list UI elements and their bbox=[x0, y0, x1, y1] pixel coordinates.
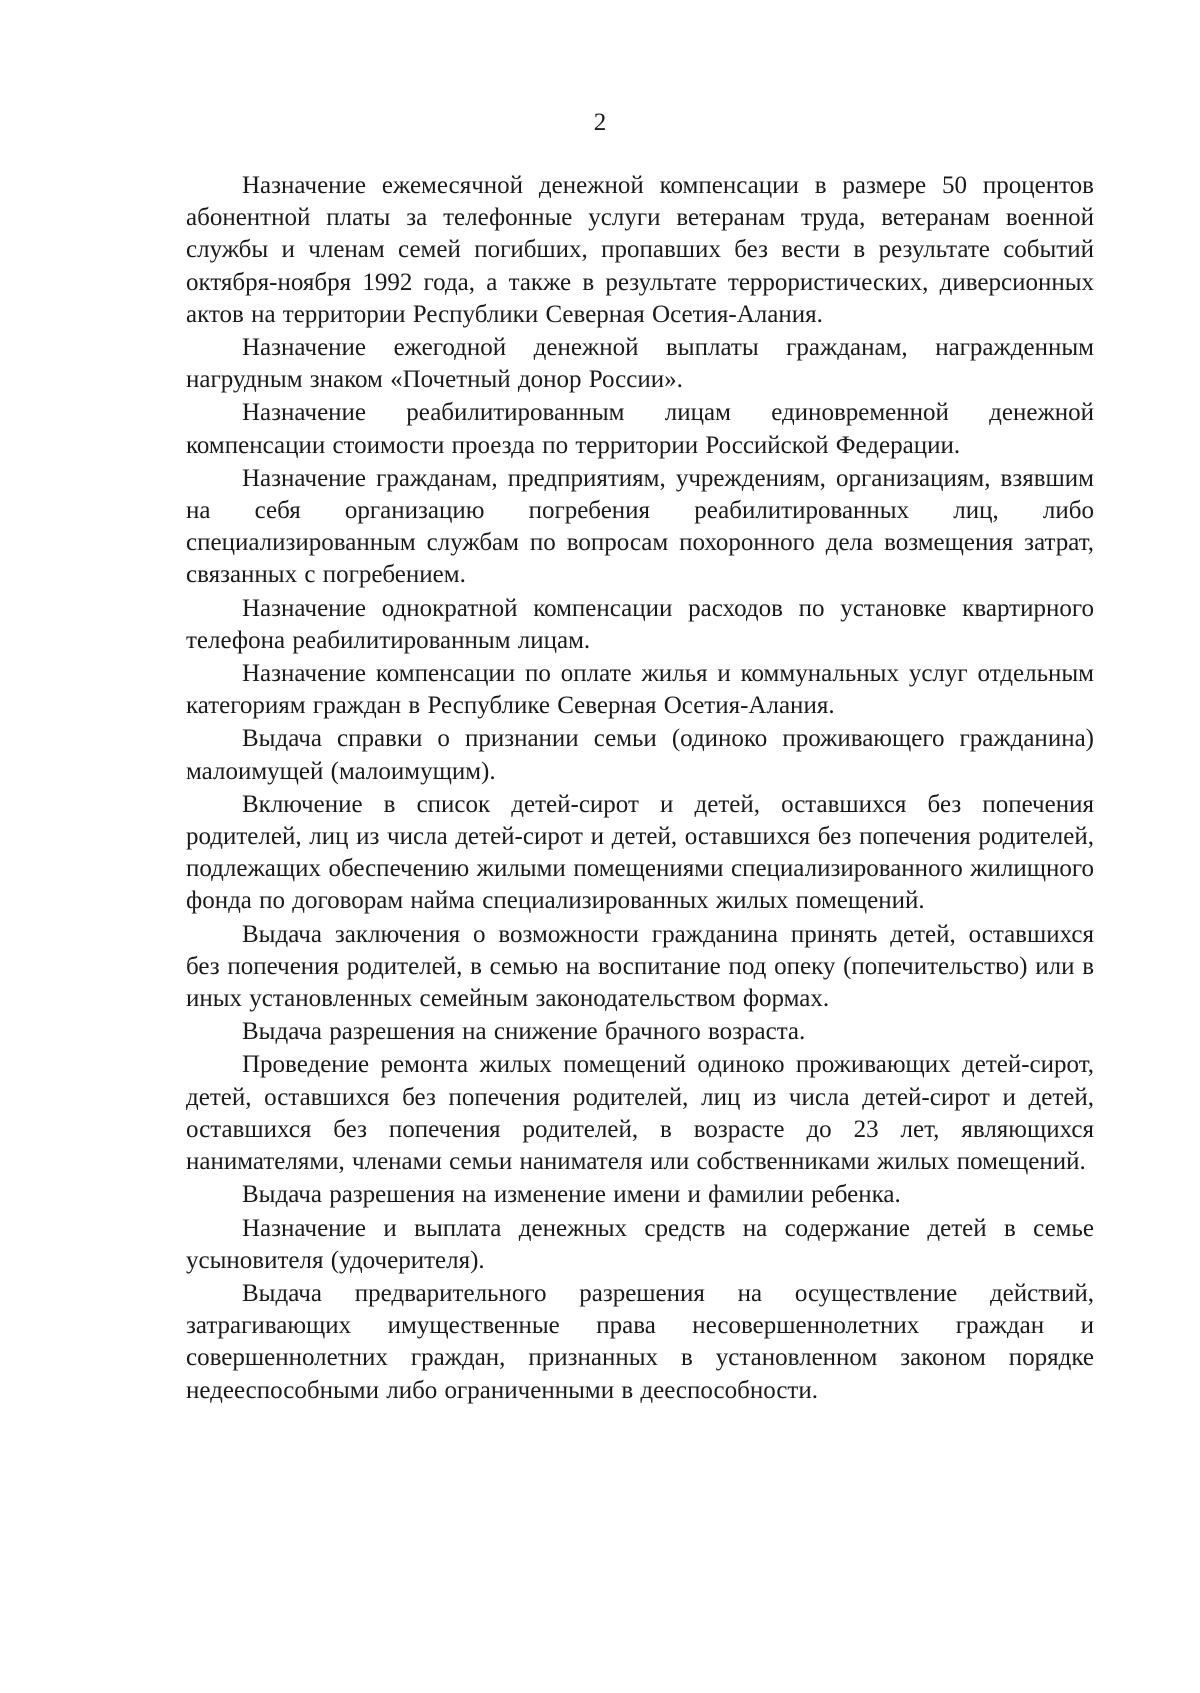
paragraph: Назначение однократной компенсации расходов по установке квартирного телефона реабилитированным лицам. bbox=[186, 594, 1094, 654]
paragraph: Выдача предварительного разрешения на осуществление действий, затрагивающих имущественные права несовершеннолетних граждан и совершеннолетних граждан, признанных в установленном законом порядке недееспособными либо ограниченными в дееспособности. bbox=[186, 1279, 1094, 1404]
paragraph: Выдача разрешения на снижение брачного возраста. bbox=[242, 1018, 806, 1046]
paragraph: Выдача справки о признании семьи (одиноко проживающего гражданина) малоимущей (малоимущим). bbox=[186, 725, 1094, 785]
paragraph: Включение в список детей-сирот и детей, оставшихся без попечения родителей, лиц из числа детей-сирот и детей, оставшихся без попечения родителей, подлежащих обеспечению жилыми помещениями специализированного жилищного фонда по договорам найма специализированных жилых помещений. bbox=[186, 790, 1094, 915]
paragraph: Выдача разрешения на изменение имени и фамилии ребенка. bbox=[242, 1181, 901, 1209]
paragraph: Выдача заключения о возможности гражданина принять детей, оставшихся без попечения родителей, в семью на воспитание под опеку (попечительство) или в иных установленных семейным законодательством формах. bbox=[186, 920, 1094, 1013]
document-body bbox=[186, 170, 1094, 1408]
paragraph: Назначение гражданам, предприятиям, учреждениям, организациям, взявшим на себя организацию погребения реабилитированных лиц, либо специализированным службам по вопросам похоронного дела возмещения затрат, связанных с погребением. bbox=[186, 464, 1094, 589]
paragraph: Назначение ежемесячной денежной компенсации в размере 50 процентов абонентной платы за телефонные услуги ветеранам труда, ветеранам военной службы и членам семей погибших, пропавших без вести в результате событий октября-ноября 1992 года, а также в результате террористических, диверсионных актов на территории Республики Северная Осетия-Алания. bbox=[186, 172, 1094, 328]
paragraph: Назначение реабилитированным лицам единовременной денежной компенсации стоимости проезда по территории Российской Федерации. bbox=[186, 399, 1094, 459]
paragraph: Назначение компенсации по оплате жилья и коммунальных услуг отдельным категориям граждан в Республике Северная Осетия-Алания. bbox=[186, 660, 1094, 720]
paragraph: Проведение ремонта жилых помещений одиноко проживающих детей-сирот, детей, оставшихся без попечения родителей, лиц из числа детей-сирот и детей, оставшихся без попечения родителей, в возрасте до 23 лет, являющихся нанимателями, членами семьи нанимателя или собственниками жилых помещений. bbox=[186, 1051, 1094, 1176]
page-number: 2 bbox=[593, 109, 607, 136]
paragraph: Назначение ежегодной денежной выплаты гражданам, награжденным нагрудным знаком «Почетный донор России». bbox=[186, 334, 1094, 394]
paragraph: Назначение и выплата денежных средств на содержание детей в семье усыновителя (удочерителя). bbox=[186, 1214, 1094, 1274]
